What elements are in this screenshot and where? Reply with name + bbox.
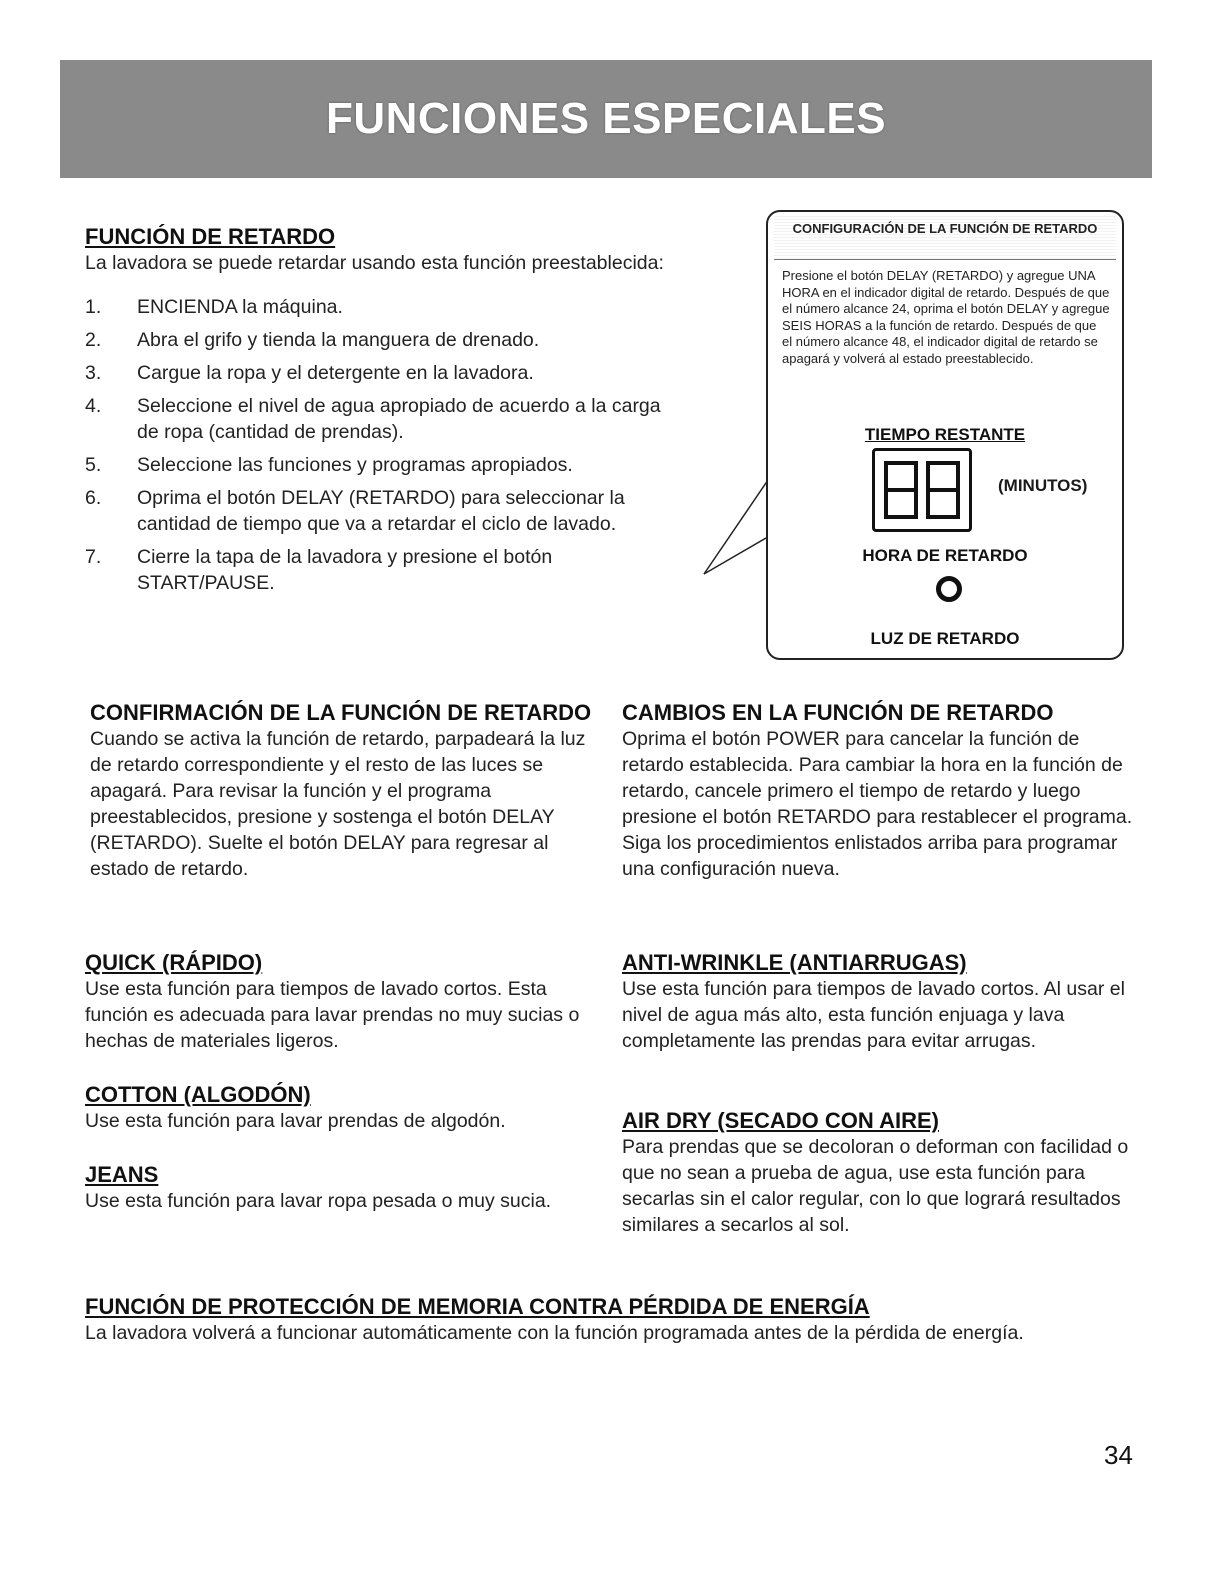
step-item bbox=[85, 327, 735, 353]
memory-heading: FUNCIÓN DE PROTECCIÓN DE MEMORIA CONTRA PÉRDIDA DE ENERGÍA bbox=[85, 1294, 870, 1319]
step-number: 3. bbox=[85, 362, 102, 384]
digital-display bbox=[872, 448, 972, 532]
cotton-section bbox=[85, 1082, 595, 1134]
cotton-body: Use esta función para lavar prendas de algodón. bbox=[85, 1110, 506, 1132]
delay-section bbox=[85, 224, 735, 603]
step-text: Oprima el botón DELAY (RETARDO) para seleccionar la cantidad de tiempo que va a retardar el ciclo de lavado. bbox=[137, 487, 625, 535]
step-item bbox=[85, 452, 735, 478]
quick-section bbox=[85, 950, 595, 1054]
changes-heading: CAMBIOS EN LA FUNCIÓN DE RETARDO bbox=[622, 700, 1054, 725]
remaining-time-label bbox=[768, 425, 1122, 445]
step-text: Seleccione el nivel de agua apropiado de acuerdo a la carga de ropa (cantidad de prendas). bbox=[137, 395, 661, 443]
antiwrinkle-heading: ANTI-WRINKLE (ANTIARRUGAS) bbox=[622, 950, 967, 975]
memory-body: La lavadora volverá a funcionar automáticamente con la función programada antes de la pérdida de energía. bbox=[85, 1322, 1024, 1344]
memory-section bbox=[85, 1294, 1165, 1346]
page-banner bbox=[60, 60, 1152, 178]
delay-config-callout bbox=[766, 210, 1124, 660]
seven-segment-digit-icon bbox=[926, 461, 960, 519]
delay-hour-label: HORA DE RETARDO bbox=[862, 546, 1028, 565]
cotton-heading: COTTON (ALGODÓN) bbox=[85, 1082, 311, 1107]
delay-led-icon bbox=[936, 576, 962, 602]
step-text: ENCIENDA la máquina. bbox=[137, 296, 343, 318]
remaining-time-text: TIEMPO RESTANTE bbox=[864, 425, 1026, 444]
step-text: Abra el grifo y tienda la manguera de drenado. bbox=[137, 329, 540, 351]
step-text: Cierre la tapa de la lavadora y presione el botón START/PAUSE. bbox=[137, 546, 553, 594]
seven-segment-digit-icon bbox=[884, 461, 918, 519]
changes-body: Oprima el botón POWER para cancelar la función de retardo establecida. Para cambiar la hora en la función de retardo, cancele primero el tiempo de retardo y luego presione el botón RETARDO para restablecer el programa. Siga los procedimientos enlistados arriba para programar una configuración nueva. bbox=[622, 728, 1133, 880]
step-number: 6. bbox=[85, 487, 102, 509]
confirm-section bbox=[90, 700, 600, 882]
delay-steps-list bbox=[85, 294, 735, 596]
quick-body: Use esta función para tiempos de lavado cortos. Esta función es adecuada para lavar prendas no muy sucias o hechas de materiales ligeros. bbox=[85, 978, 580, 1052]
page-number: 34 bbox=[1104, 1440, 1133, 1470]
jeans-section bbox=[85, 1162, 595, 1214]
airdry-body: Para prendas que se decoloran o deforman con facilidad o que no sean a prueba de agua, use esta función para secarlas sin el calor regular, con lo que logrará resultados similares a secarlos al sol. bbox=[622, 1136, 1129, 1236]
airdry-heading: AIR DRY (SECADO CON AIRE) bbox=[622, 1108, 939, 1133]
confirm-body: Cuando se activa la función de retardo, parpadeará la luz de retardo correspondiente y el resto de las luces se apagará. Para revisar la función y el programa preestablecidos, presione y sostenga el botón DELAY (RETARDO). Suelte el botón DELAY para regresar al estado de retardo. bbox=[90, 728, 586, 880]
delay-intro: La lavadora se puede retardar usando esta función preestablecida: bbox=[85, 252, 664, 274]
step-item bbox=[85, 393, 735, 445]
step-number: 1. bbox=[85, 296, 102, 318]
step-text: Seleccione las funciones y programas apropiados. bbox=[137, 454, 573, 476]
step-item bbox=[85, 294, 735, 320]
callout-title: CONFIGURACIÓN DE LA FUNCIÓN DE RETARDO bbox=[774, 216, 1116, 260]
step-number: 7. bbox=[85, 546, 102, 568]
callout-body: Presione el botón DELAY (RETARDO) y agregue UNA HORA en el indicador digital de retardo. Después de que el número alcance 24, oprima el botón DELAY y agregue SEIS HORAS a la función de retardo. Después de que el número alcance 48, el indicador digital de retardo se apagará y volverá al estado preestablecido. bbox=[782, 268, 1110, 366]
step-number: 4. bbox=[85, 395, 102, 417]
page-title: FUNCIONES ESPECIALES bbox=[325, 94, 887, 143]
step-item bbox=[85, 544, 735, 596]
step-item bbox=[85, 485, 735, 537]
jeans-body: Use esta función para lavar ropa pesada o muy sucia. bbox=[85, 1190, 552, 1212]
step-text: Cargue la ropa y el detergente en la lavadora. bbox=[137, 362, 534, 384]
antiwrinkle-body: Use esta función para tiempos de lavado cortos. Al usar el nivel de agua más alto, esta función enjuaga y lava completamente las prendas para evitar arrugas. bbox=[622, 978, 1125, 1052]
changes-section bbox=[622, 700, 1142, 882]
callout-pointer-icon bbox=[700, 478, 770, 578]
delay-light-label: LUZ DE RETARDO bbox=[870, 629, 1020, 648]
confirm-heading: CONFIRMACIÓN DE LA FUNCIÓN DE RETARDO bbox=[90, 700, 592, 725]
step-item bbox=[85, 360, 735, 386]
step-number: 5. bbox=[85, 454, 102, 476]
antiwrinkle-section bbox=[622, 950, 1142, 1054]
minutes-label: (MINUTOS) bbox=[998, 476, 1088, 495]
airdry-section bbox=[622, 1108, 1162, 1238]
step-number: 2. bbox=[85, 329, 102, 351]
quick-heading: QUICK (RÁPIDO) bbox=[85, 950, 263, 975]
delay-heading: FUNCIÓN DE RETARDO bbox=[85, 224, 336, 249]
jeans-heading: JEANS bbox=[85, 1162, 159, 1187]
